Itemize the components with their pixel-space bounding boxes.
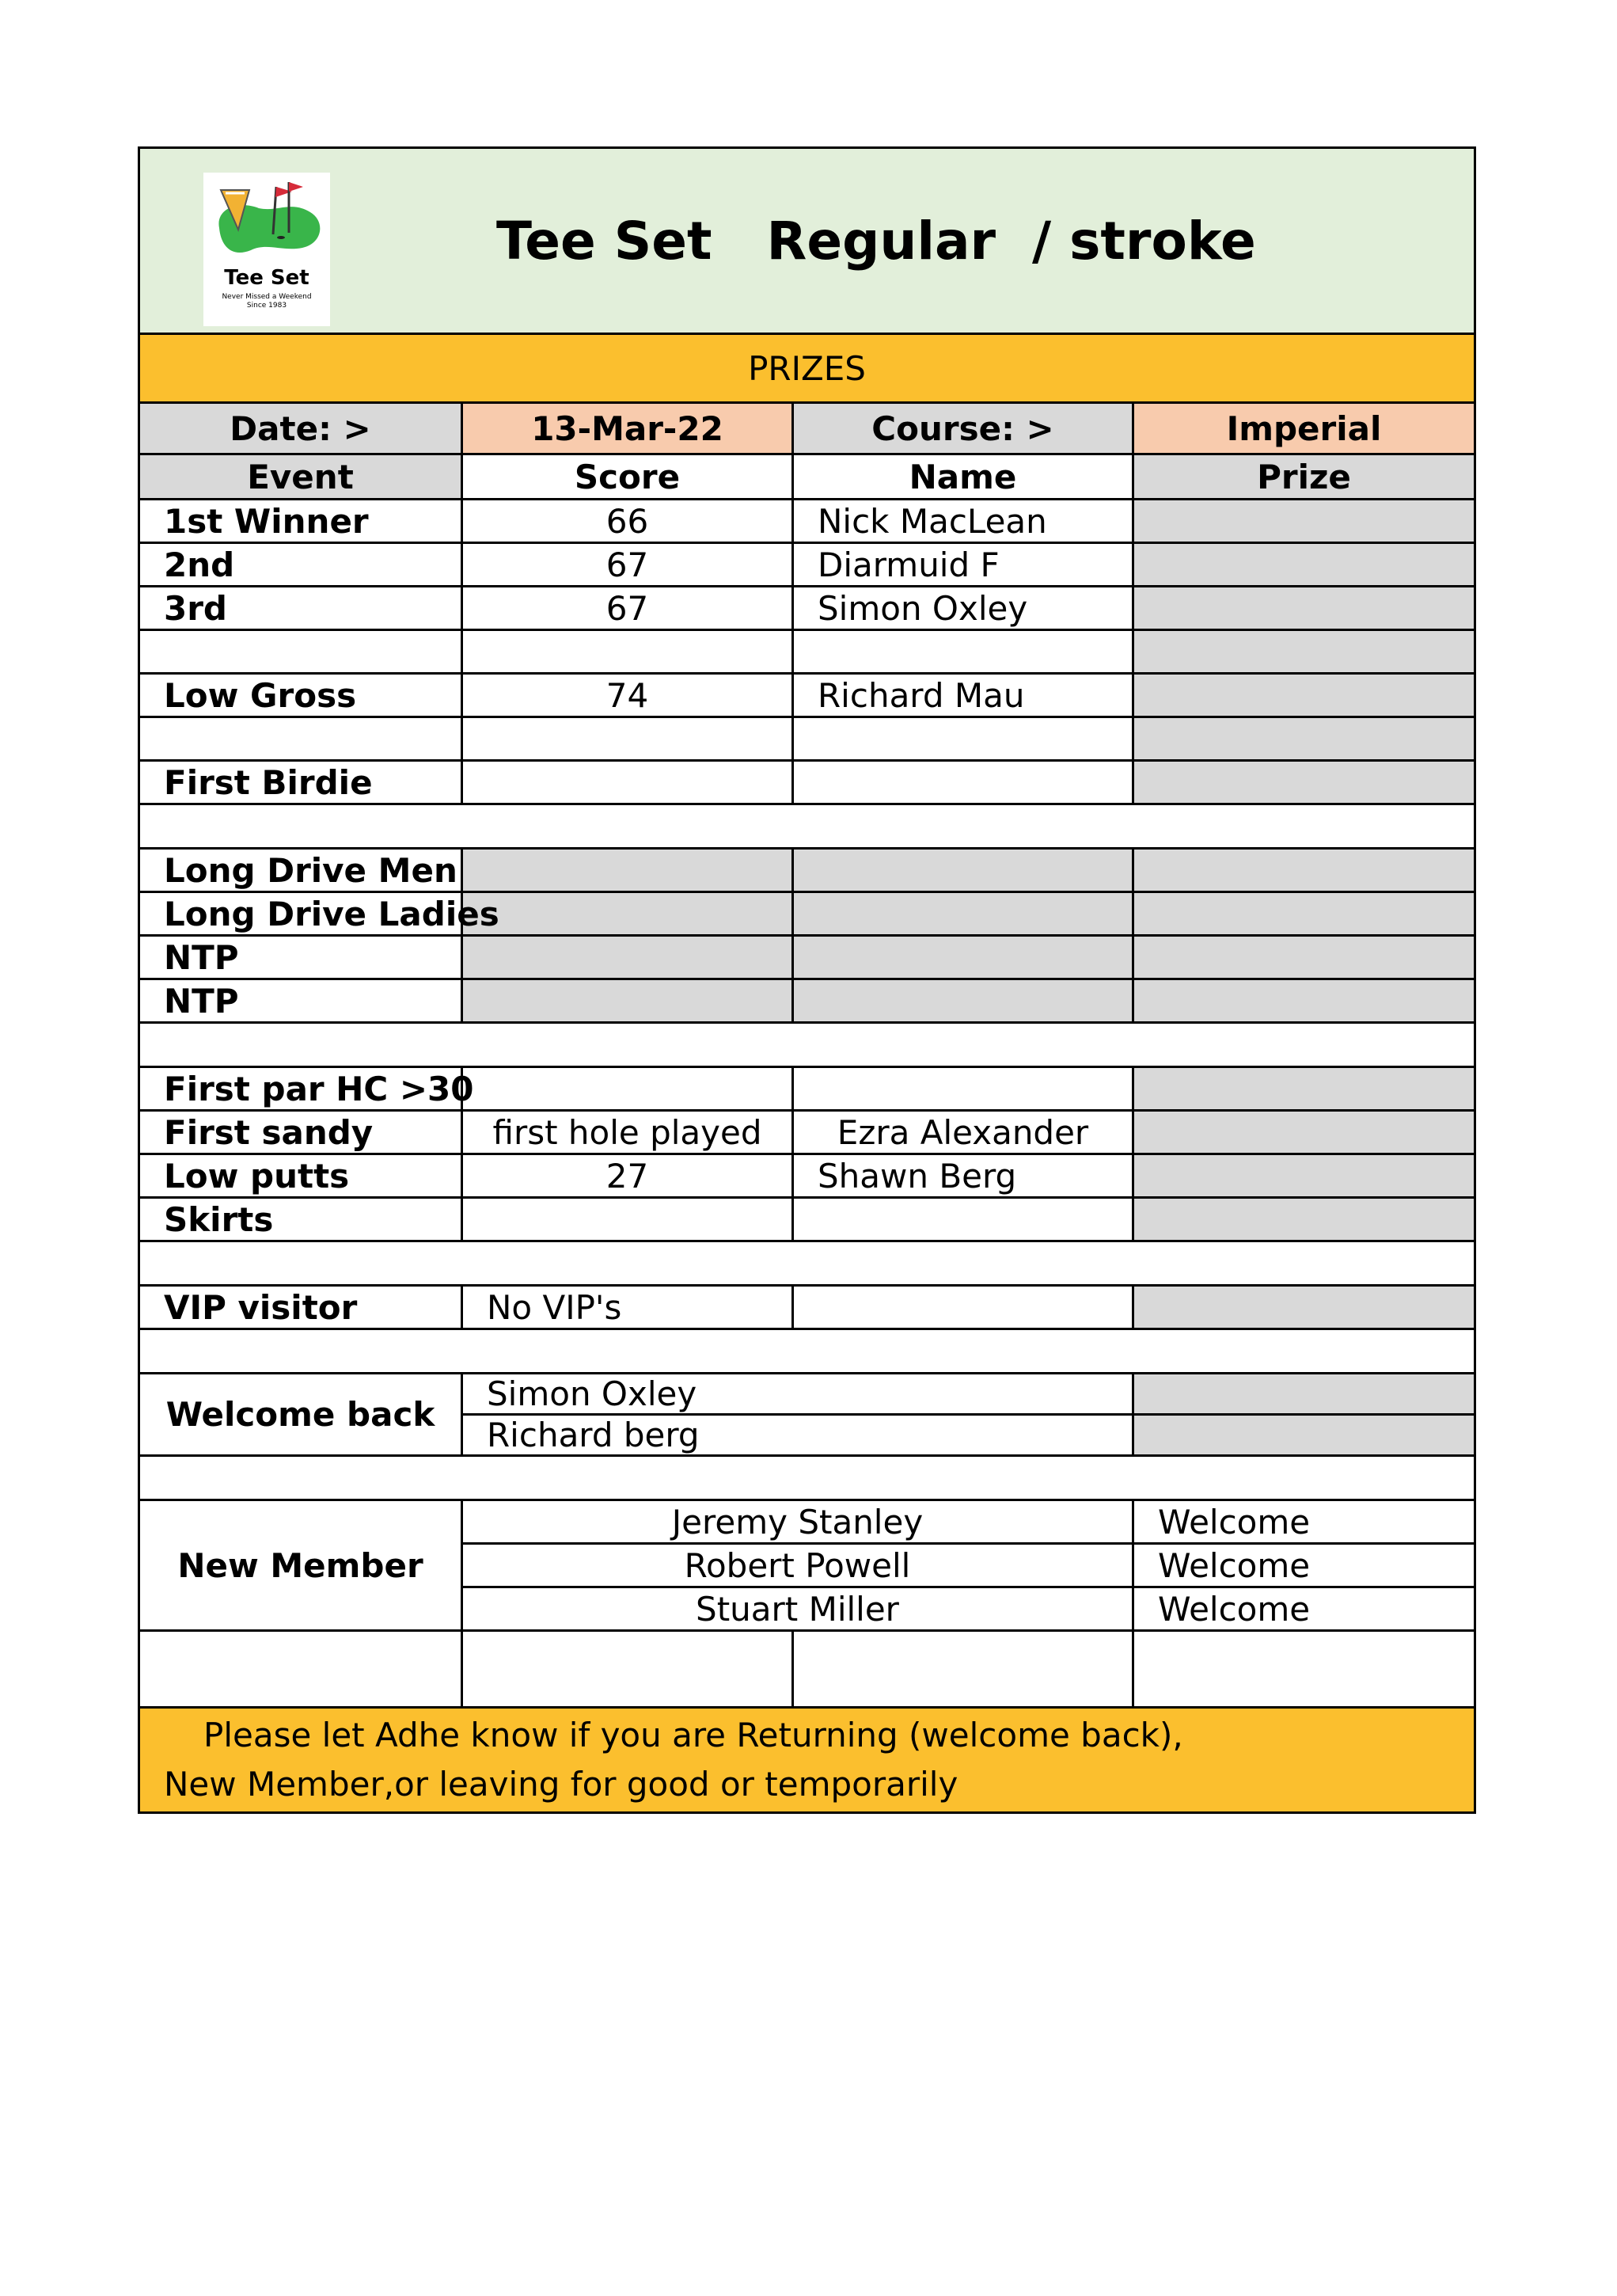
prize-cell [1133, 1067, 1475, 1111]
event-cell: 2nd [139, 543, 462, 587]
name-cell: Simon Oxley [793, 587, 1133, 630]
column-header-score: Score [462, 454, 793, 500]
name-cell [793, 979, 1133, 1023]
spacer-row [139, 1241, 1475, 1286]
score-cell: 67 [462, 587, 793, 630]
new-member-row [139, 1500, 1475, 1544]
score-cell [462, 1067, 793, 1111]
name-cell [793, 1286, 1133, 1329]
welcome-back-name: Richard berg [462, 1415, 1133, 1456]
welcome-back-row [139, 1374, 1475, 1415]
event-cell: Long Drive Ladies [139, 892, 462, 936]
prize-cell [1133, 500, 1475, 543]
prize-cell [1133, 849, 1475, 892]
footer-row [139, 1708, 1475, 1813]
score-cell [462, 630, 793, 674]
prize-cell [1133, 1111, 1475, 1154]
event-cell: Long Drive Men [139, 849, 462, 892]
score-cell: 66 [462, 500, 793, 543]
table-row [139, 979, 1475, 1023]
date-label: Date: > [139, 403, 462, 454]
course-label: Course: > [793, 403, 1133, 454]
prizes-heading-row [139, 334, 1475, 403]
score-cell: first hole played [462, 1111, 793, 1154]
footer-note [139, 1708, 1475, 1813]
logo-name: Tee Set [224, 266, 309, 290]
spacer-cell [139, 1456, 1475, 1500]
table-row [139, 849, 1475, 892]
prize-cell [1133, 674, 1475, 717]
blank-row [139, 1631, 1475, 1708]
column-header-prize: Prize [1133, 454, 1475, 500]
score-cell: 67 [462, 543, 793, 587]
footer-line-1: Please let Adhe know if you are Returning (welcome back), [203, 1716, 1183, 1754]
event-cell: Low Gross [139, 674, 462, 717]
name-cell: Diarmuid F [793, 543, 1133, 587]
event-cell: 1st Winner [139, 500, 462, 543]
prize-cell [1133, 630, 1475, 674]
name-cell: Shawn Berg [793, 1154, 1133, 1198]
table-row [139, 761, 1475, 804]
prizes-heading: PRIZES [139, 334, 1475, 403]
table-row [139, 674, 1475, 717]
table-row [139, 1067, 1475, 1111]
golf-green-icon [203, 173, 330, 268]
spacer-row [139, 1329, 1475, 1374]
prize-cell [1133, 1198, 1475, 1241]
new-member-name: Robert Powell [462, 1544, 1133, 1587]
column-header-event: Event [139, 454, 462, 500]
prize-cell [1133, 979, 1475, 1023]
logo-tagline-2: Since 1983 [246, 302, 287, 310]
name-cell: Richard Mau [793, 674, 1133, 717]
score-cell [462, 1198, 793, 1241]
logo-tagline-1: Never Missed a Weekend [222, 293, 312, 301]
score-cell [462, 761, 793, 804]
new-member-note: Welcome [1133, 1587, 1475, 1631]
spacer-cell [139, 804, 1475, 849]
table-row [139, 500, 1475, 543]
event-cell [139, 717, 462, 761]
event-cell: VIP visitor [139, 1286, 462, 1329]
spacer-cell [139, 1241, 1475, 1286]
date-value: 13-Mar-22 [462, 403, 793, 454]
column-header-row [139, 454, 1475, 500]
event-cell: First sandy [139, 1111, 462, 1154]
name-cell [793, 1067, 1133, 1111]
name-cell [793, 849, 1133, 892]
prize-cell [1133, 1374, 1475, 1415]
new-member-name: Jeremy Stanley [462, 1500, 1133, 1544]
welcome-back-name: Simon Oxley [462, 1374, 1133, 1415]
name-cell: Ezra Alexander [793, 1111, 1133, 1154]
score-cell [462, 849, 793, 892]
spacer-row [139, 804, 1475, 849]
score-cell [462, 936, 793, 979]
score-cell [462, 979, 793, 1023]
spacer-cell [139, 1329, 1475, 1374]
spacer-row [139, 1023, 1475, 1067]
banner-row [139, 148, 1475, 334]
event-cell: 3rd [139, 587, 462, 630]
prize-cell [1133, 892, 1475, 936]
table-row [139, 1286, 1475, 1329]
name-cell [793, 1198, 1133, 1241]
name-cell [793, 892, 1133, 936]
event-cell: First par HC >30 [139, 1067, 462, 1111]
prize-cell [1133, 936, 1475, 979]
prize-cell [1133, 587, 1475, 630]
prize-cell [1133, 1154, 1475, 1198]
new-member-label: New Member [139, 1500, 462, 1631]
column-header-name: Name [793, 454, 1133, 500]
date-course-row [139, 403, 1475, 454]
new-member-note: Welcome [1133, 1544, 1475, 1587]
event-cell: Low putts [139, 1154, 462, 1198]
table-row [139, 587, 1475, 630]
name-cell [793, 761, 1133, 804]
table-row [139, 1111, 1475, 1154]
name-cell: Nick MacLean [793, 500, 1133, 543]
blank-cell [462, 1631, 793, 1708]
name-cell [793, 630, 1133, 674]
table-row [139, 1198, 1475, 1241]
spacer-row [139, 1456, 1475, 1500]
table-row [139, 630, 1475, 674]
table-row [139, 543, 1475, 587]
name-cell [793, 717, 1133, 761]
prize-cell [1133, 717, 1475, 761]
blank-cell [1133, 1631, 1475, 1708]
prizes-sheet [138, 146, 1474, 1814]
event-cell: First Birdie [139, 761, 462, 804]
score-cell: 74 [462, 674, 793, 717]
name-cell [793, 936, 1133, 979]
welcome-back-label: Welcome back [139, 1374, 462, 1456]
prize-cell [1133, 1286, 1475, 1329]
banner-cell [139, 148, 1475, 334]
event-cell: NTP [139, 936, 462, 979]
score-cell [462, 892, 793, 936]
score-cell: 27 [462, 1154, 793, 1198]
table-row [139, 717, 1475, 761]
prize-cell [1133, 761, 1475, 804]
blank-cell [793, 1631, 1133, 1708]
table-row [139, 1154, 1475, 1198]
table-row [139, 892, 1475, 936]
prize-cell [1133, 543, 1475, 587]
new-member-note: Welcome [1133, 1500, 1475, 1544]
event-cell [139, 630, 462, 674]
footer-line-2: New Member,or leaving for good or temporarily [164, 1765, 958, 1804]
score-cell [462, 717, 793, 761]
event-cell: NTP [139, 979, 462, 1023]
logo-tagline [203, 293, 330, 310]
blank-cell [139, 1631, 462, 1708]
new-member-name: Stuart Miller [462, 1587, 1133, 1631]
spacer-cell [139, 1023, 1475, 1067]
prizes-table [138, 146, 1476, 1814]
sheet-title: Tee Set Regular / stroke [496, 211, 1256, 272]
score-cell: No VIP's [462, 1286, 793, 1329]
table-row [139, 936, 1475, 979]
prize-cell [1133, 1415, 1475, 1456]
course-value: Imperial [1133, 403, 1475, 454]
event-cell: Skirts [139, 1198, 462, 1241]
tee-set-logo [203, 173, 330, 326]
